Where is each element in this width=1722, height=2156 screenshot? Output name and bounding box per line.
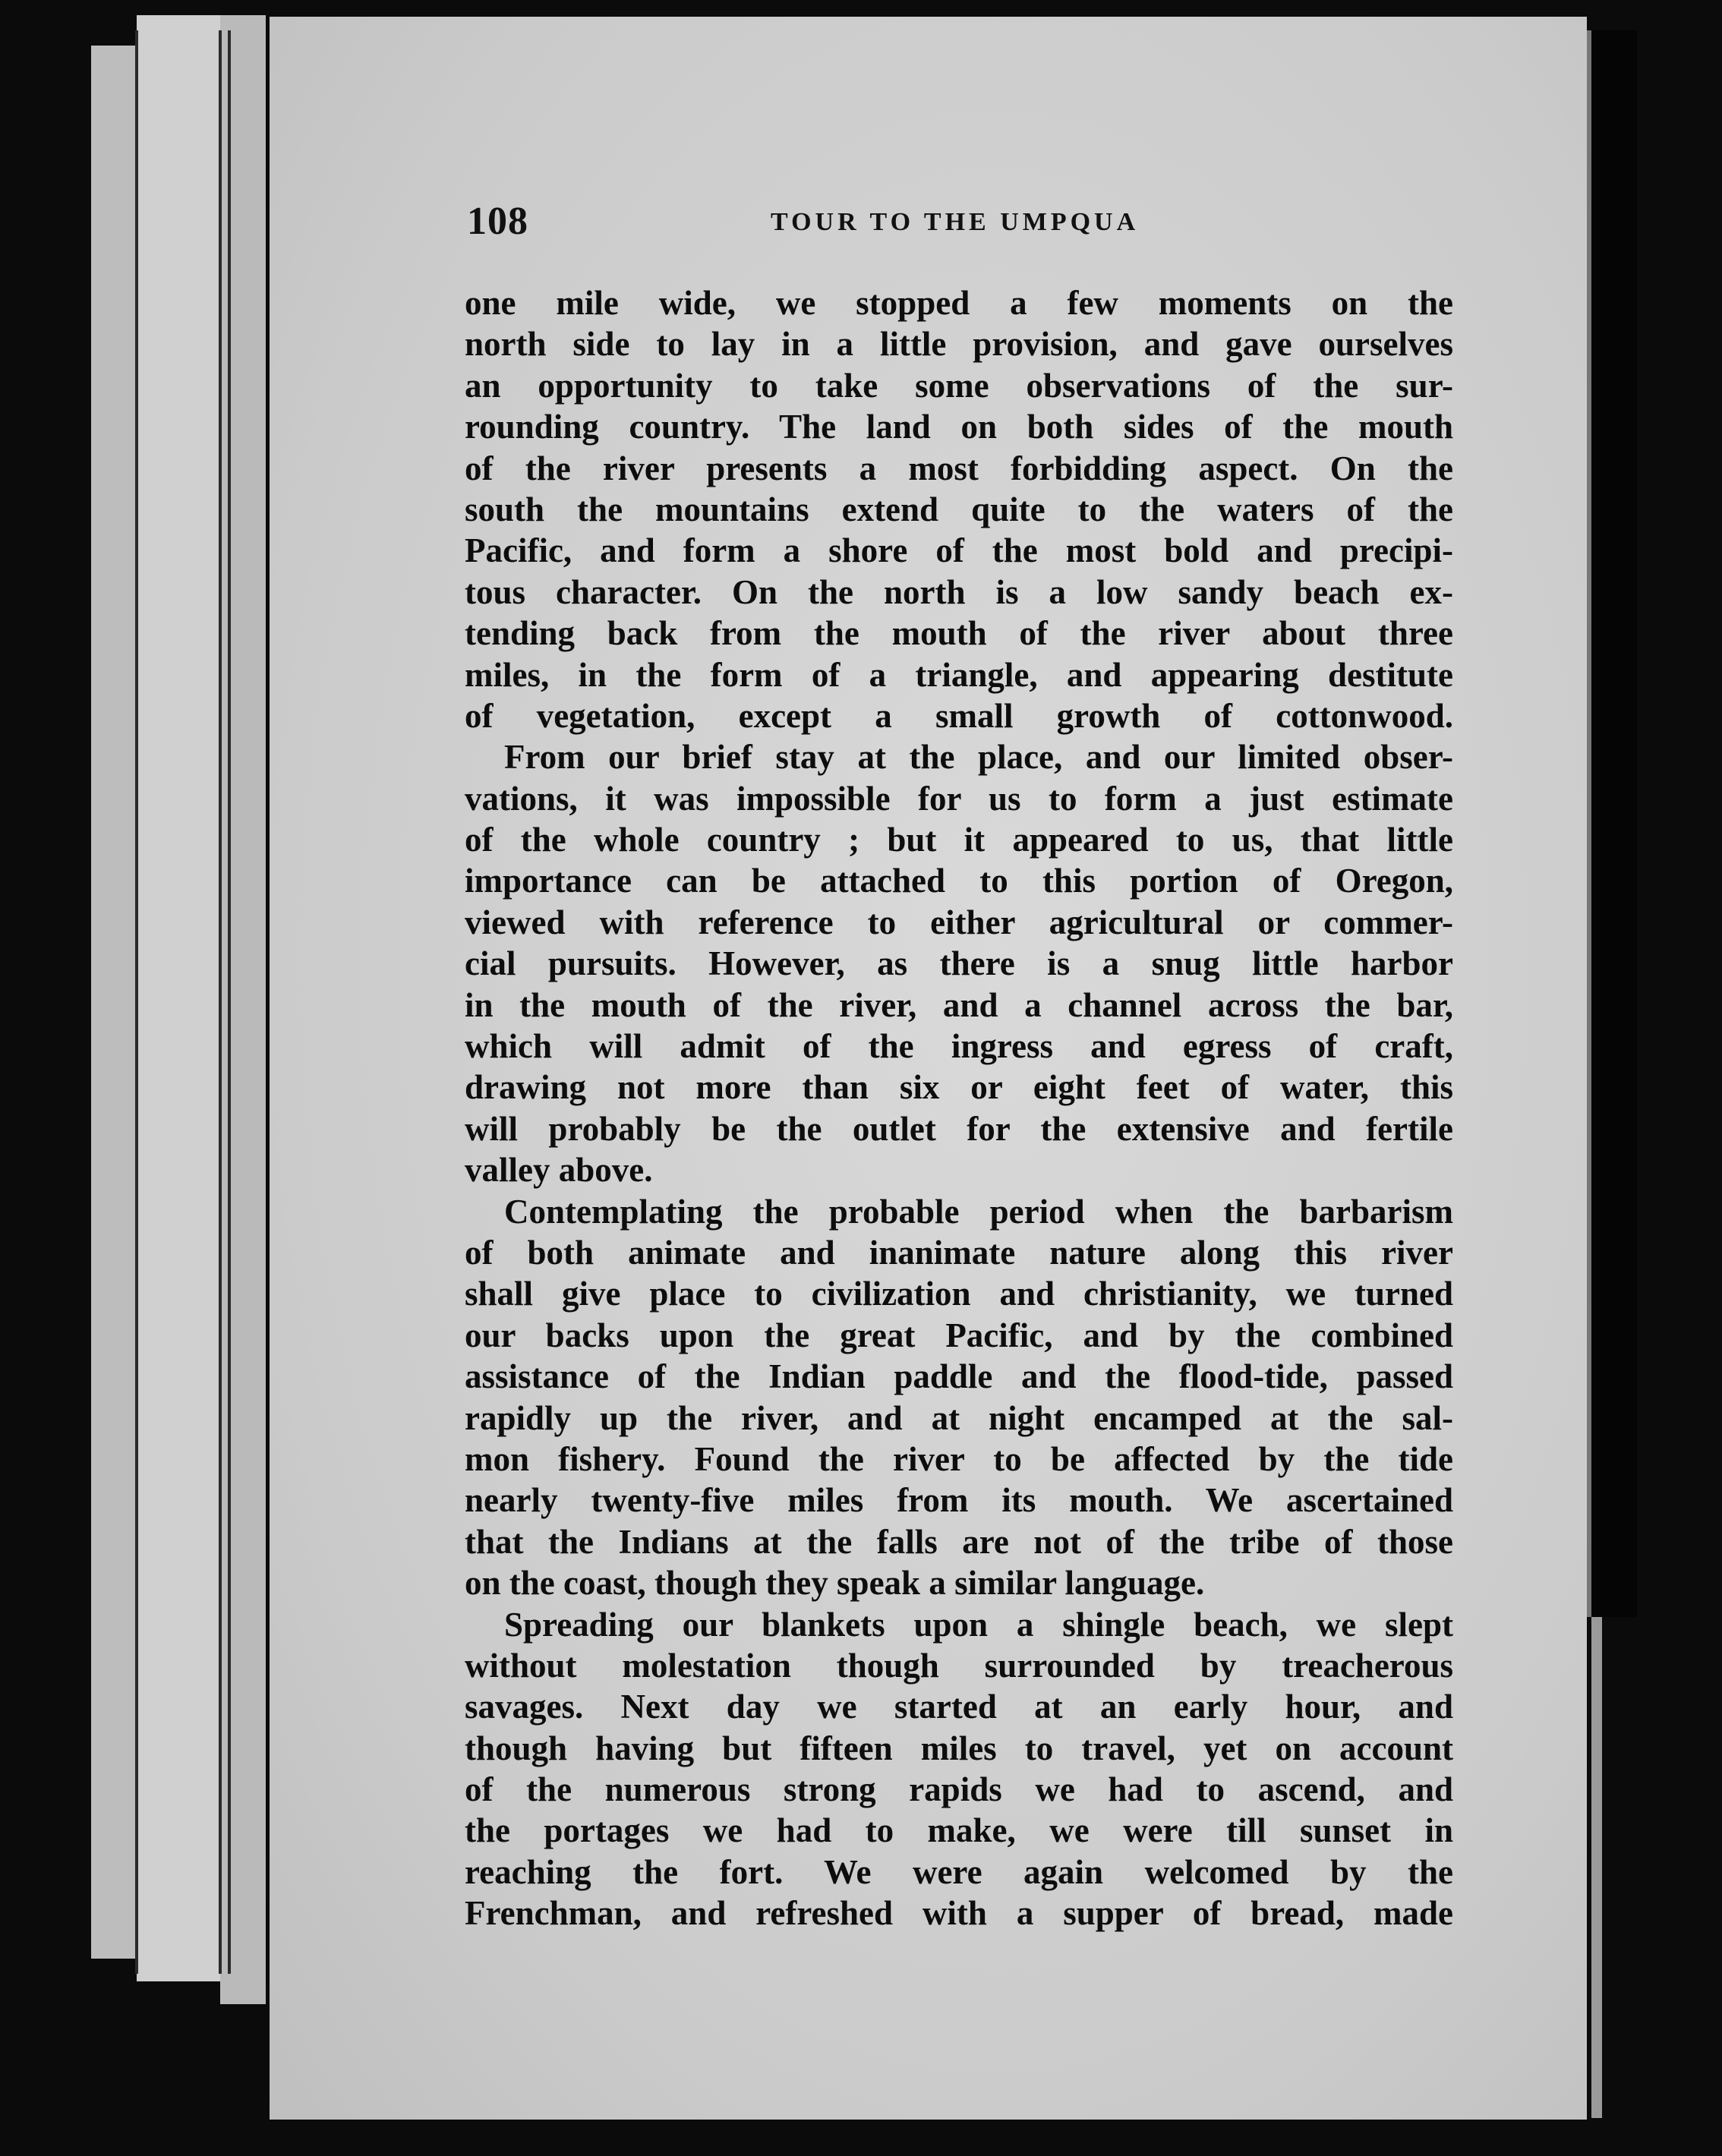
text-line: north side to lay in a little provision, and gave ourselves [465, 325, 1453, 364]
text-line: cial pursuits. However, as there is a snug little harbor [465, 944, 1453, 983]
book-binding-right [1587, 30, 1637, 1617]
text-line: rapidly up the river, and at night encamped at the sal- [465, 1398, 1453, 1437]
text-line: assistance of the Indian paddle and the flood-tide, passed [465, 1357, 1453, 1396]
text-line: rounding country. The land on both sides of the mouth [465, 408, 1453, 446]
text-line: though having but fifteen miles to travel, yet on account [465, 1729, 1453, 1767]
text-line: south the mountains extend quite to the waters of the [465, 490, 1453, 528]
edge-divider [135, 30, 138, 1974]
text-line: an opportunity to take some observations of the sur- [465, 366, 1453, 405]
text-line: tending back from the mouth of the river about three [465, 614, 1453, 653]
book-binding-lower [1591, 1617, 1602, 2118]
text-line: in the mouth of the river, and a channel across the bar, [465, 985, 1453, 1024]
text-line: importance can be attached to this portion of Oregon, [465, 862, 1453, 900]
book-edge-left [91, 46, 137, 1959]
text-line: Spreading our blankets upon a shingle beach, we slept [504, 1605, 1453, 1644]
text-line: Contemplating the probable period when the barbarism [504, 1192, 1453, 1231]
text-line: tous character. On the north is a low sandy beach ex- [465, 572, 1453, 611]
running-title: TOUR TO THE UMPQUA [771, 208, 1140, 236]
text-line: shall give place to civilization and christianity, we turned [465, 1275, 1453, 1313]
book-edge-middle [137, 15, 220, 1981]
page-header [467, 199, 1454, 244]
text-line: of the numerous strong rapids we had to ascend, and [465, 1770, 1453, 1809]
text-line: viewed with reference to either agricultural or commer- [465, 903, 1453, 941]
text-line: vations, it was impossible for us to form a just estimate [465, 779, 1453, 818]
text-line: drawing not more than six or eight feet of water, this [465, 1068, 1453, 1107]
text-line: reaching the fort. We were again welcomed by the [465, 1852, 1453, 1891]
text-line: will probably be the outlet for the extensive and fertile [465, 1109, 1453, 1148]
text-line: Frenchman, and refreshed with a supper of bread, made [465, 1894, 1453, 1933]
text-line: miles, in the form of a triangle, and appearing destitute [465, 655, 1453, 694]
text-line: of the river presents a most forbidding aspect. On the [465, 449, 1453, 487]
text-line: nearly twenty-five miles from its mouth. We ascertained [465, 1481, 1453, 1520]
text-line: Pacific, and form a shore of the most bold and precipi- [465, 531, 1453, 570]
text-line: of vegetation, except a small growth of cottonwood. [465, 696, 1453, 735]
edge-divider [228, 30, 231, 1974]
text-line: one mile wide, we stopped a few moments on the [465, 284, 1453, 322]
page-body-text [465, 282, 1453, 1934]
text-line: that the Indians at the falls are not of the tribe of those [465, 1522, 1453, 1561]
text-line: From our brief stay at the place, and our limited obser- [504, 738, 1453, 777]
page-number: 108 [467, 200, 528, 243]
text-line: mon fishery. Found the river to be affected by the tide [465, 1439, 1453, 1478]
text-line: our backs upon the great Pacific, and by the combined [465, 1316, 1453, 1354]
book-edge-inner [220, 15, 266, 2004]
text-line: which will admit of the ingress and egress of craft, [465, 1027, 1453, 1066]
text-line: the portages we had to make, we were till sunset in [465, 1811, 1453, 1850]
text-line: without molestation though surrounded by treacherous [465, 1646, 1453, 1685]
text-line: of the whole country ; but it appeared to us, that little [465, 821, 1453, 859]
text-line: valley above. [465, 1151, 653, 1190]
text-line: savages. Next day we started at an early hour, and [465, 1688, 1453, 1726]
edge-divider [219, 30, 222, 1974]
text-line: on the coast, though they speak a similar language. [465, 1564, 1205, 1603]
text-line: of both animate and inanimate nature along this river [465, 1233, 1453, 1272]
